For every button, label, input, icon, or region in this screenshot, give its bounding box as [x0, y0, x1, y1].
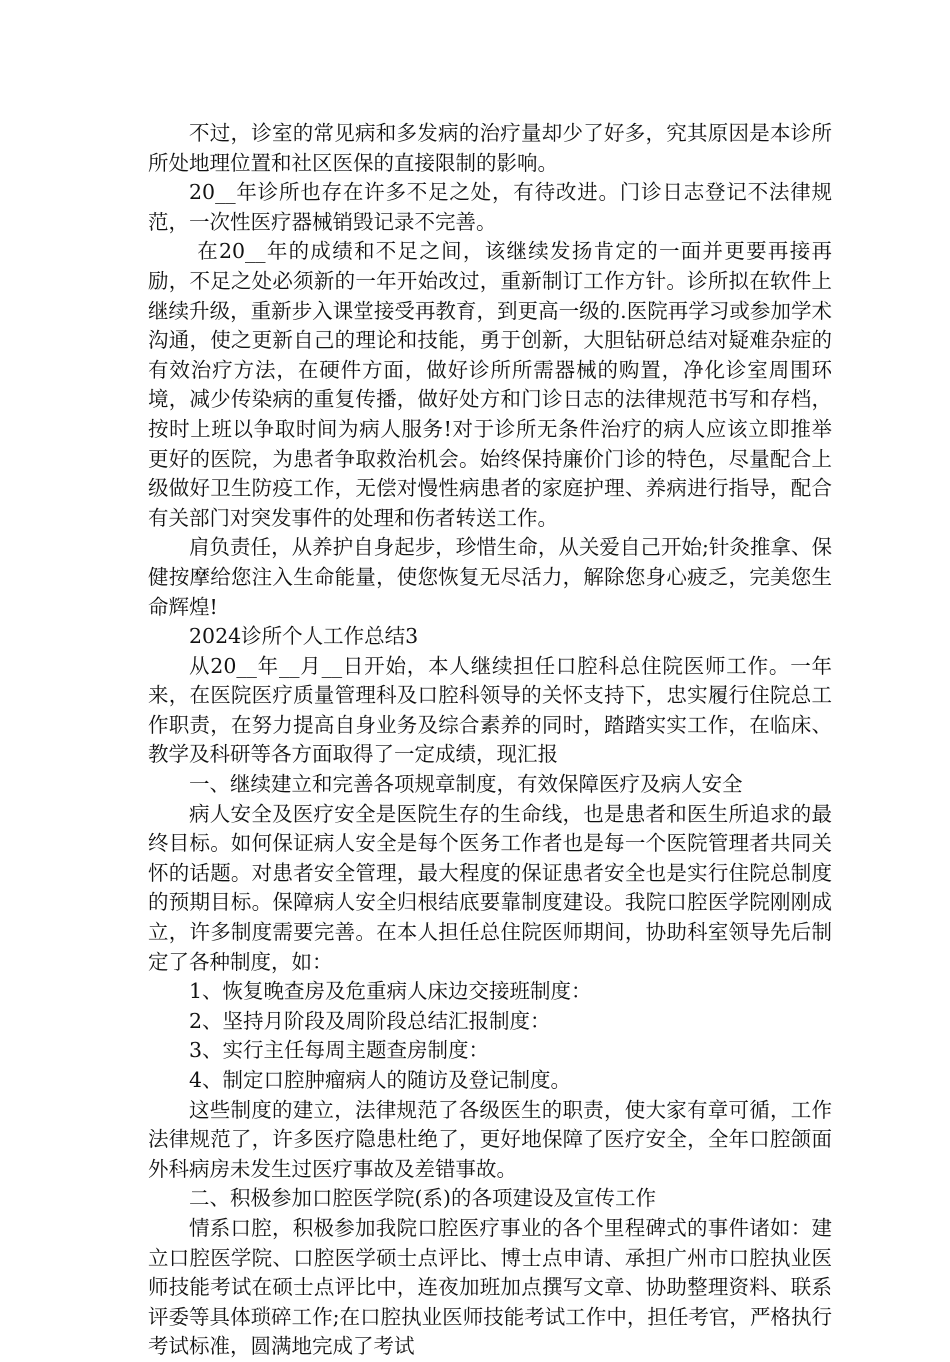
paragraph: 不过，诊室的常见病和多发病的治疗量却少了好多，究其原因是本诊所所处地理位置和社区医保的直接限制的影响。: [148, 121, 832, 175]
list-item: 3、实行主任每周主题查房制度：: [189, 1038, 490, 1063]
section-heading: 二、积极参加口腔医学院(系)的各项建设及宣传工作: [189, 1186, 656, 1211]
paragraph: 从20__年__月__日开始，本人继续担任口腔科总住院医师工作。一年来，在医院医疗质量管理科及口腔科领导的关怀支持下，忠实履行住院总工作职责，在努力提高自身业务及综合素养的同时，踏踏实实工作，在临床、教学及科研等各方面取得了一定成绩，现汇报: [148, 653, 832, 767]
paragraph: 情系口腔，积极参加我院口腔医疗事业的各个里程碑式的事件诸如：建立口腔医学院、口腔医学硕士点评比、博士点申请、承担广州市口腔执业医师技能考试在硕士点评比中，连夜加班加点撰写文章、协助整理资料、联系评委等具体琐碎工作;在口腔执业医师技能考试工作中，担任考官，严格执行考试标准，圆满地完成了考试: [148, 1215, 832, 1359]
paragraph: 病人安全及医疗安全是医院生存的生命线，也是患者和医生所追求的最终目标。如何保证病人安全是每个医务工作者也是每一个医院管理者共同关怀的话题。对患者安全管理，最大程度的保证患者安全也是实行住院总制度的预期目标。保障病人安全归根结底要靠制度建设。我院口腔医学院刚刚成立，许多制度需要完善。在本人担任总住院医师期间，协助科室领导先后制定了各种制度，如：: [148, 801, 832, 974]
document-body: [148, 119, 832, 1362]
list-item: 2、坚持月阶段及周阶段总结汇报制度：: [189, 1008, 551, 1033]
list-item: 1、恢复晚查房及危重病人床边交接班制度：: [189, 979, 592, 1004]
paragraph: 这些制度的建立，法律规范了各级医生的职责，使大家有章可循，工作法律规范了，许多医疗隐患杜绝了，更好地保障了医疗安全，全年口腔颌面外科病房未发生过医疗事故及差错事故。: [148, 1097, 832, 1181]
list-item: 4、制定口腔肿瘤病人的随访及登记制度。: [189, 1068, 572, 1092]
paragraph: 肩负责任，从养护自身起步，珍惜生命，从关爱自己开始;针灸推拿、保健按摩给您注入生命能量，使您恢复无尽活力，解除您身心疲乏，完美您生命辉煌!: [148, 535, 832, 619]
section-heading: 2024诊所个人工作总结3: [189, 624, 419, 649]
section-heading: 一、继续建立和完善各项规章制度，有效保障医疗及病人安全: [189, 772, 743, 797]
paragraph: 20__年诊所也存在许多不足之处，有待改进。门诊日志登记不法律规范，一次性医疗器械销毁记录不完善。: [148, 180, 832, 234]
paragraph: 在20__年的成绩和不足之间，该继续发扬肯定的一面并更要再接再励，不足之处必须新的一年开始改过，重新制订工作方针。诊所拟在软件上继续升级，重新步入课堂接受再教育，到更高一级的.医院再学习或参加学术沟通，使之更新自己的理论和技能，勇于创新，大胆钻研总结对疑难杂症的有效治疗方法，在硬件方面，做好诊所所需器械的购置，净化诊室周围环境，减少传染病的重复传播，做好处方和门诊日志的法律规范书写和存档，按时上班以争取时间为病人服务!对于诊所无条件治疗的病人应该立即推举更好的医院，为患者争取救治机会。始终保持廉价门诊的特色，尽量配合上级做好卫生防疫工作，无偿对慢性病患者的家庭护理、养病进行指导，配合有关部门对突发事件的处理和伤者转送工作。: [148, 239, 832, 530]
